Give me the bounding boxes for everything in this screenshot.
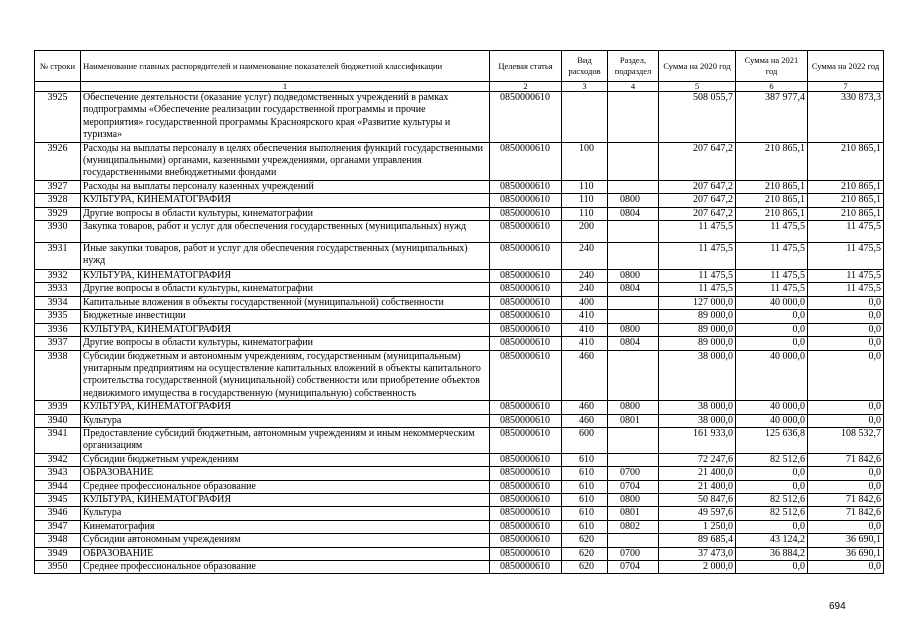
section-code: 0800 bbox=[608, 194, 659, 207]
row-number: 3937 bbox=[35, 337, 81, 350]
sum-2022: 0,0 bbox=[808, 323, 884, 336]
row-number: 3934 bbox=[35, 296, 81, 309]
expense-type: 110 bbox=[562, 194, 608, 207]
section-code: 0804 bbox=[608, 283, 659, 296]
section-code: 0704 bbox=[608, 480, 659, 493]
row-number: 3935 bbox=[35, 310, 81, 323]
expense-type: 410 bbox=[562, 323, 608, 336]
expense-type: 600 bbox=[562, 427, 608, 453]
target-article: 0850000610 bbox=[490, 270, 562, 283]
indicator-name: Культура bbox=[81, 507, 490, 520]
sum-2020: 127 000,0 bbox=[659, 296, 736, 309]
target-article: 0850000610 bbox=[490, 180, 562, 193]
indicator-name: Иные закупки товаров, работ и услуг для обеспечения государственных (муниципальных) нужд bbox=[81, 243, 490, 270]
target-article: 0850000610 bbox=[490, 520, 562, 533]
indicator-name: Закупка товаров, работ и услуг для обеспечения государственных (муниципальных) нужд bbox=[81, 221, 490, 243]
expense-type: 100 bbox=[562, 142, 608, 180]
indicator-name: Другие вопросы в области культуры, кинематографии bbox=[81, 337, 490, 350]
target-article: 0850000610 bbox=[490, 92, 562, 143]
sum-2022: 11 475,5 bbox=[808, 243, 884, 270]
sum-2021: 125 636,8 bbox=[736, 427, 808, 453]
header-row bbox=[35, 51, 884, 82]
section-code: 0700 bbox=[608, 547, 659, 560]
sum-2021: 0,0 bbox=[736, 467, 808, 480]
column-number: 3 bbox=[562, 82, 608, 92]
header-expense-type: Вид расходов bbox=[562, 51, 608, 82]
sum-2021: 210 865,1 bbox=[736, 142, 808, 180]
sum-2020: 11 475,5 bbox=[659, 270, 736, 283]
column-number: 1 bbox=[81, 82, 490, 92]
target-article: 0850000610 bbox=[490, 547, 562, 560]
column-number: 4 bbox=[608, 82, 659, 92]
table-row bbox=[35, 493, 884, 506]
column-number bbox=[35, 82, 81, 92]
row-number: 3943 bbox=[35, 467, 81, 480]
expense-type: 610 bbox=[562, 453, 608, 466]
target-article: 0850000610 bbox=[490, 337, 562, 350]
section-code: 0700 bbox=[608, 467, 659, 480]
expense-type: 610 bbox=[562, 467, 608, 480]
indicator-name: Кинематография bbox=[81, 520, 490, 533]
section-code bbox=[608, 534, 659, 547]
expense-type: 620 bbox=[562, 534, 608, 547]
expense-type: 610 bbox=[562, 520, 608, 533]
sum-2021: 40 000,0 bbox=[736, 414, 808, 427]
expense-type: 410 bbox=[562, 337, 608, 350]
table-row bbox=[35, 401, 884, 414]
indicator-name: Субсидии автономным учреждениям bbox=[81, 534, 490, 547]
sum-2022: 71 842,6 bbox=[808, 493, 884, 506]
target-article: 0850000610 bbox=[490, 283, 562, 296]
expense-type: 240 bbox=[562, 270, 608, 283]
expense-type: 610 bbox=[562, 493, 608, 506]
row-number: 3942 bbox=[35, 453, 81, 466]
table-row bbox=[35, 561, 884, 574]
row-number: 3946 bbox=[35, 507, 81, 520]
expense-type bbox=[562, 92, 608, 143]
sum-2022: 0,0 bbox=[808, 350, 884, 401]
section-code: 0801 bbox=[608, 507, 659, 520]
indicator-name: Другие вопросы в области культуры, кинематографии bbox=[81, 283, 490, 296]
expense-type: 400 bbox=[562, 296, 608, 309]
sum-2021: 0,0 bbox=[736, 520, 808, 533]
expense-type: 240 bbox=[562, 243, 608, 270]
target-article: 0850000610 bbox=[490, 453, 562, 466]
row-number: 3929 bbox=[35, 207, 81, 220]
target-article: 0850000610 bbox=[490, 310, 562, 323]
section-code bbox=[608, 243, 659, 270]
indicator-name: Субсидии бюджетным и автономным учреждениям, государственным (муниципальным) унитарным предприятиям на осуществление капитальных вложений в объекты капитального строительства государственной (муниципальной) собственности или приобретение объектов недвижимого имущества в государственную (муниципальную) собственность bbox=[81, 350, 490, 401]
expense-type: 620 bbox=[562, 547, 608, 560]
row-number: 3927 bbox=[35, 180, 81, 193]
sum-2021: 82 512,6 bbox=[736, 453, 808, 466]
sum-2021: 40 000,0 bbox=[736, 296, 808, 309]
section-code: 0800 bbox=[608, 401, 659, 414]
target-article: 0850000610 bbox=[490, 194, 562, 207]
indicator-name: Предоставление субсидий бюджетным, автономным учреждениям и иным некоммерческим организациям bbox=[81, 427, 490, 453]
expense-type: 240 bbox=[562, 283, 608, 296]
section-code bbox=[608, 350, 659, 401]
header-sum-2021: Сумма на 2021 год bbox=[736, 51, 808, 82]
section-code: 0802 bbox=[608, 520, 659, 533]
sum-2022: 108 532,7 bbox=[808, 427, 884, 453]
sum-2020: 89 000,0 bbox=[659, 337, 736, 350]
sum-2022: 11 475,5 bbox=[808, 270, 884, 283]
section-code: 0800 bbox=[608, 270, 659, 283]
sum-2020: 49 597,6 bbox=[659, 507, 736, 520]
sum-2021: 210 865,1 bbox=[736, 194, 808, 207]
sum-2021: 11 475,5 bbox=[736, 270, 808, 283]
table-row bbox=[35, 296, 884, 309]
sum-2020: 38 000,0 bbox=[659, 401, 736, 414]
section-code bbox=[608, 221, 659, 243]
sum-2020: 72 247,6 bbox=[659, 453, 736, 466]
header-target-article: Целевая статья bbox=[490, 51, 562, 82]
sum-2021: 11 475,5 bbox=[736, 283, 808, 296]
column-number-row bbox=[35, 82, 884, 92]
table-row bbox=[35, 520, 884, 533]
sum-2022: 11 475,5 bbox=[808, 221, 884, 243]
table-row bbox=[35, 547, 884, 560]
table-body bbox=[35, 92, 884, 574]
indicator-name: КУЛЬТУРА, КИНЕМАТОГРАФИЯ bbox=[81, 401, 490, 414]
target-article: 0850000610 bbox=[490, 401, 562, 414]
target-article: 0850000610 bbox=[490, 350, 562, 401]
indicator-name: ОБРАЗОВАНИЕ bbox=[81, 547, 490, 560]
column-number: 2 bbox=[490, 82, 562, 92]
header-name: Наименование главных распорядителей и наименование показателей бюджетной классификации bbox=[81, 51, 490, 82]
sum-2021: 210 865,1 bbox=[736, 207, 808, 220]
target-article: 0850000610 bbox=[490, 142, 562, 180]
table-row bbox=[35, 221, 884, 243]
section-code: 0801 bbox=[608, 414, 659, 427]
sum-2022: 0,0 bbox=[808, 296, 884, 309]
target-article: 0850000610 bbox=[490, 296, 562, 309]
table-row bbox=[35, 243, 884, 270]
expense-type: 110 bbox=[562, 207, 608, 220]
target-article: 0850000610 bbox=[490, 507, 562, 520]
row-number: 3933 bbox=[35, 283, 81, 296]
sum-2022: 0,0 bbox=[808, 337, 884, 350]
table-row bbox=[35, 427, 884, 453]
indicator-name: КУЛЬТУРА, КИНЕМАТОГРАФИЯ bbox=[81, 270, 490, 283]
sum-2022: 71 842,6 bbox=[808, 453, 884, 466]
column-number: 7 bbox=[808, 82, 884, 92]
table-row bbox=[35, 323, 884, 336]
expense-type: 610 bbox=[562, 480, 608, 493]
sum-2021: 40 000,0 bbox=[736, 350, 808, 401]
row-number: 3928 bbox=[35, 194, 81, 207]
sum-2022: 0,0 bbox=[808, 310, 884, 323]
row-number: 3932 bbox=[35, 270, 81, 283]
table-row bbox=[35, 310, 884, 323]
sum-2020: 89 685,4 bbox=[659, 534, 736, 547]
sum-2022: 36 690,1 bbox=[808, 547, 884, 560]
sum-2022: 0,0 bbox=[808, 561, 884, 574]
sum-2020: 207 647,2 bbox=[659, 142, 736, 180]
table-row bbox=[35, 270, 884, 283]
column-number: 6 bbox=[736, 82, 808, 92]
section-code: 0804 bbox=[608, 207, 659, 220]
row-number: 3939 bbox=[35, 401, 81, 414]
sum-2021: 0,0 bbox=[736, 337, 808, 350]
target-article: 0850000610 bbox=[490, 467, 562, 480]
sum-2020: 89 000,0 bbox=[659, 310, 736, 323]
row-number: 3931 bbox=[35, 243, 81, 270]
target-article: 0850000610 bbox=[490, 323, 562, 336]
expense-type: 460 bbox=[562, 350, 608, 401]
section-code bbox=[608, 427, 659, 453]
sum-2020: 37 473,0 bbox=[659, 547, 736, 560]
table-row bbox=[35, 467, 884, 480]
sum-2022: 0,0 bbox=[808, 401, 884, 414]
page-number: 694 bbox=[829, 601, 846, 612]
sum-2020: 38 000,0 bbox=[659, 414, 736, 427]
expense-type: 110 bbox=[562, 180, 608, 193]
table-row bbox=[35, 350, 884, 401]
target-article: 0850000610 bbox=[490, 243, 562, 270]
sum-2022: 210 865,1 bbox=[808, 180, 884, 193]
row-number: 3944 bbox=[35, 480, 81, 493]
section-code bbox=[608, 296, 659, 309]
table-row bbox=[35, 507, 884, 520]
expense-type: 460 bbox=[562, 414, 608, 427]
section-code bbox=[608, 180, 659, 193]
sum-2022: 0,0 bbox=[808, 467, 884, 480]
sum-2022: 0,0 bbox=[808, 414, 884, 427]
row-number: 3941 bbox=[35, 427, 81, 453]
expense-type: 610 bbox=[562, 507, 608, 520]
row-number: 3930 bbox=[35, 221, 81, 243]
table-row bbox=[35, 142, 884, 180]
indicator-name: Расходы на выплаты персоналу в целях обеспечения выполнения функций государственными (муниципальными) органами, казенными учреждениями, органами управления государственными внебюджетными фондами bbox=[81, 142, 490, 180]
indicator-name: Обеспечение деятельности (оказание услуг) подведомственных учреждений в рамках подпрограммы «Обеспечение реализации государственной программы и прочие мероприятия» государственной программы Красноярского края «Развитие культуры и туризма» bbox=[81, 92, 490, 143]
sum-2020: 38 000,0 bbox=[659, 350, 736, 401]
section-code bbox=[608, 310, 659, 323]
sum-2020: 2 000,0 bbox=[659, 561, 736, 574]
sum-2021: 0,0 bbox=[736, 310, 808, 323]
budget-table bbox=[34, 50, 884, 574]
indicator-name: Субсидии бюджетным учреждениям bbox=[81, 453, 490, 466]
sum-2021: 387 977,4 bbox=[736, 92, 808, 143]
target-article: 0850000610 bbox=[490, 427, 562, 453]
sum-2020: 161 933,0 bbox=[659, 427, 736, 453]
table-row bbox=[35, 414, 884, 427]
sum-2021: 0,0 bbox=[736, 561, 808, 574]
row-number: 3925 bbox=[35, 92, 81, 143]
row-number: 3936 bbox=[35, 323, 81, 336]
target-article: 0850000610 bbox=[490, 534, 562, 547]
sum-2020: 89 000,0 bbox=[659, 323, 736, 336]
table-row bbox=[35, 92, 884, 143]
header-section: Раздел, подраздел bbox=[608, 51, 659, 82]
indicator-name: ОБРАЗОВАНИЕ bbox=[81, 467, 490, 480]
row-number: 3950 bbox=[35, 561, 81, 574]
row-number: 3938 bbox=[35, 350, 81, 401]
sum-2020: 1 250,0 bbox=[659, 520, 736, 533]
target-article: 0850000610 bbox=[490, 414, 562, 427]
sum-2021: 210 865,1 bbox=[736, 180, 808, 193]
section-code bbox=[608, 453, 659, 466]
target-article: 0850000610 bbox=[490, 561, 562, 574]
expense-type: 200 bbox=[562, 221, 608, 243]
section-code: 0800 bbox=[608, 493, 659, 506]
target-article: 0850000610 bbox=[490, 207, 562, 220]
indicator-name: КУЛЬТУРА, КИНЕМАТОГРАФИЯ bbox=[81, 493, 490, 506]
expense-type: 620 bbox=[562, 561, 608, 574]
indicator-name: Капитальные вложения в объекты государственной (муниципальной) собственности bbox=[81, 296, 490, 309]
section-code: 0704 bbox=[608, 561, 659, 574]
sum-2022: 71 842,6 bbox=[808, 507, 884, 520]
sum-2021: 40 000,0 bbox=[736, 401, 808, 414]
indicator-name: Среднее профессиональное образование bbox=[81, 561, 490, 574]
table-row bbox=[35, 207, 884, 220]
table-row bbox=[35, 480, 884, 493]
sum-2020: 11 475,5 bbox=[659, 243, 736, 270]
table-row bbox=[35, 534, 884, 547]
sum-2021: 82 512,6 bbox=[736, 493, 808, 506]
section-code bbox=[608, 142, 659, 180]
sum-2022: 36 690,1 bbox=[808, 534, 884, 547]
indicator-name: Среднее профессиональное образование bbox=[81, 480, 490, 493]
sum-2022: 11 475,5 bbox=[808, 283, 884, 296]
indicator-name: КУЛЬТУРА, КИНЕМАТОГРАФИЯ bbox=[81, 194, 490, 207]
indicator-name: Культура bbox=[81, 414, 490, 427]
sum-2021: 43 124,2 bbox=[736, 534, 808, 547]
sum-2022: 210 865,1 bbox=[808, 142, 884, 180]
sum-2020: 11 475,5 bbox=[659, 283, 736, 296]
indicator-name: Бюджетные инвестиции bbox=[81, 310, 490, 323]
target-article: 0850000610 bbox=[490, 480, 562, 493]
sum-2022: 330 873,3 bbox=[808, 92, 884, 143]
sum-2020: 50 847,6 bbox=[659, 493, 736, 506]
row-number: 3940 bbox=[35, 414, 81, 427]
table-row bbox=[35, 453, 884, 466]
sum-2021: 0,0 bbox=[736, 480, 808, 493]
table-row bbox=[35, 194, 884, 207]
target-article: 0850000610 bbox=[490, 493, 562, 506]
sum-2022: 0,0 bbox=[808, 520, 884, 533]
header-row-number: № строки bbox=[35, 51, 81, 82]
sum-2022: 0,0 bbox=[808, 480, 884, 493]
table-row bbox=[35, 283, 884, 296]
row-number: 3947 bbox=[35, 520, 81, 533]
indicator-name: Расходы на выплаты персоналу казенных учреждений bbox=[81, 180, 490, 193]
indicator-name: Другие вопросы в области культуры, кинематографии bbox=[81, 207, 490, 220]
sum-2020: 207 647,2 bbox=[659, 194, 736, 207]
section-code: 0804 bbox=[608, 337, 659, 350]
sum-2020: 207 647,2 bbox=[659, 180, 736, 193]
section-code: 0800 bbox=[608, 323, 659, 336]
table-row bbox=[35, 337, 884, 350]
sum-2022: 210 865,1 bbox=[808, 207, 884, 220]
sum-2020: 21 400,0 bbox=[659, 480, 736, 493]
sum-2020: 11 475,5 bbox=[659, 221, 736, 243]
row-number: 3948 bbox=[35, 534, 81, 547]
sum-2021: 11 475,5 bbox=[736, 243, 808, 270]
header-sum-2022: Сумма на 2022 год bbox=[808, 51, 884, 82]
sum-2020: 21 400,0 bbox=[659, 467, 736, 480]
target-article: 0850000610 bbox=[490, 221, 562, 243]
row-number: 3945 bbox=[35, 493, 81, 506]
section-code bbox=[608, 92, 659, 143]
sum-2020: 207 647,2 bbox=[659, 207, 736, 220]
sum-2020: 508 055,7 bbox=[659, 92, 736, 143]
sum-2021: 82 512,6 bbox=[736, 507, 808, 520]
sum-2021: 36 884,2 bbox=[736, 547, 808, 560]
row-number: 3926 bbox=[35, 142, 81, 180]
header-sum-2020: Сумма на 2020 год bbox=[659, 51, 736, 82]
column-number: 5 bbox=[659, 82, 736, 92]
table-row bbox=[35, 180, 884, 193]
expense-type: 460 bbox=[562, 401, 608, 414]
sum-2022: 210 865,1 bbox=[808, 194, 884, 207]
sum-2021: 0,0 bbox=[736, 323, 808, 336]
row-number: 3949 bbox=[35, 547, 81, 560]
indicator-name: КУЛЬТУРА, КИНЕМАТОГРАФИЯ bbox=[81, 323, 490, 336]
expense-type: 410 bbox=[562, 310, 608, 323]
sum-2021: 11 475,5 bbox=[736, 221, 808, 243]
